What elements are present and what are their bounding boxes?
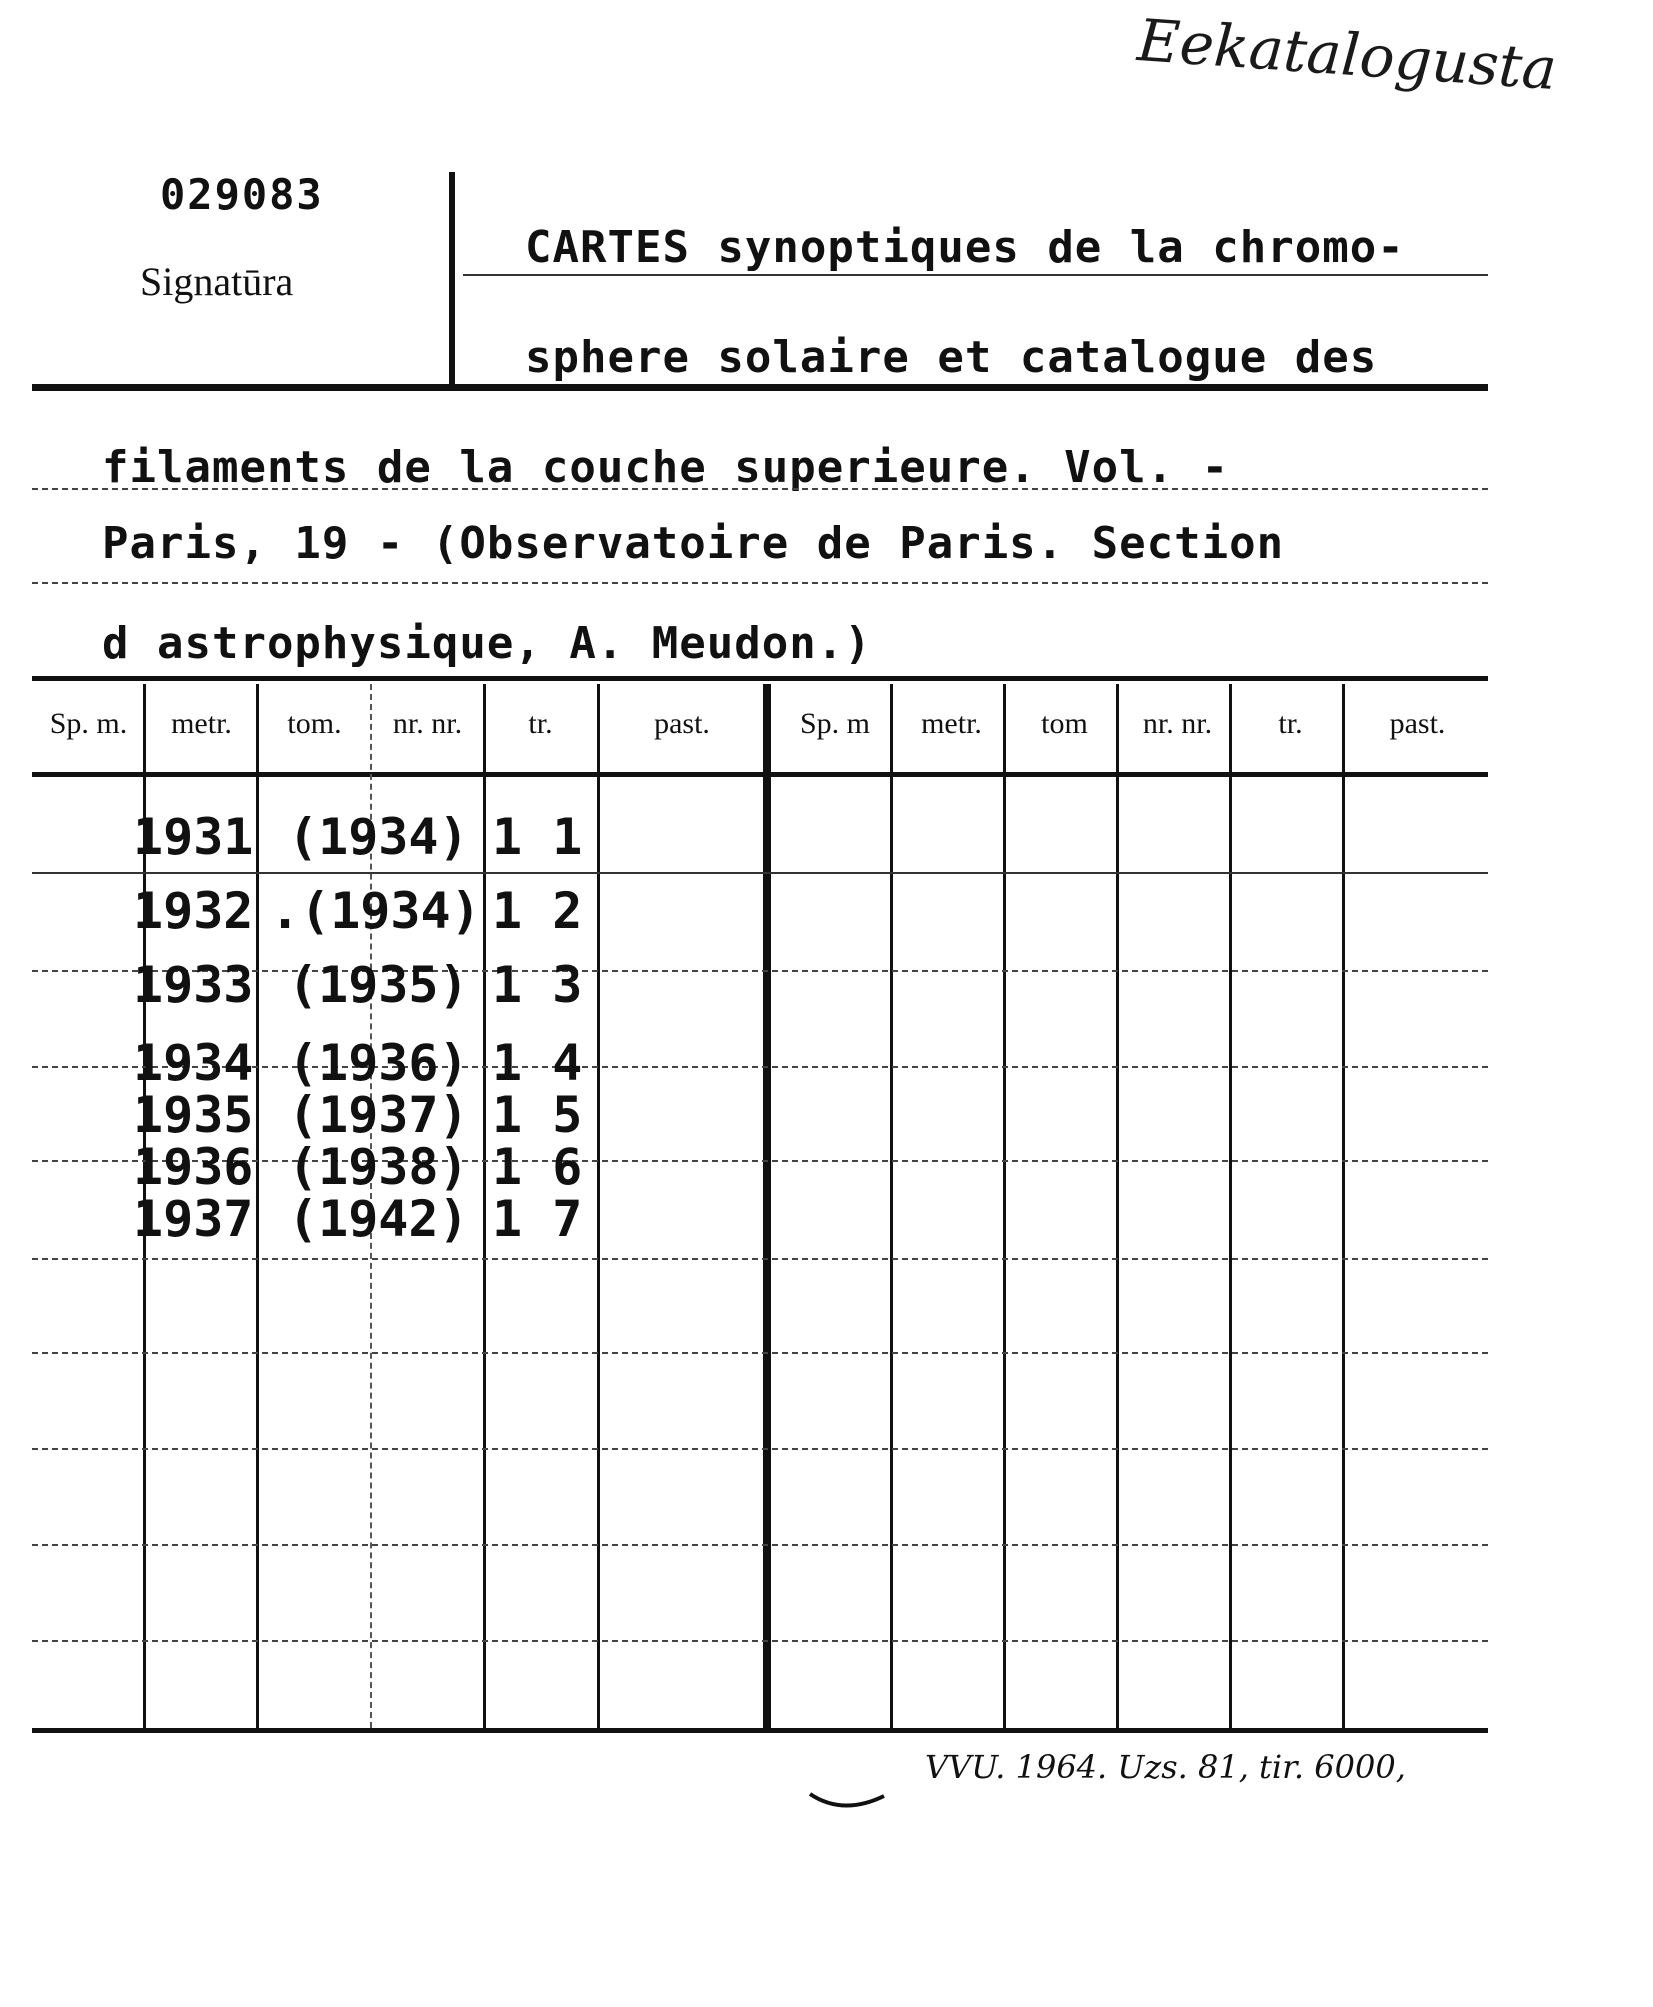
signature-label: Signatūra: [140, 259, 294, 304]
cell-metr: 1934: [133, 1034, 254, 1092]
col-header-tom-left: tom.: [287, 707, 342, 740]
row-line: [32, 1640, 1488, 1642]
col-header-tr-left: tr.: [528, 707, 553, 740]
row-line: [32, 1258, 1488, 1260]
cell-nr: 1 1: [492, 808, 583, 866]
column-line: [890, 684, 893, 1728]
cell-nr: 1 4: [492, 1034, 583, 1092]
title-line-2: sphere solaire et catalogue des: [525, 332, 1378, 383]
table-top-rule: [32, 676, 1488, 681]
title-rule: [32, 488, 1488, 490]
col-header-past-left: past.: [654, 707, 710, 740]
col-header-spm-right: Sp. m: [799, 707, 871, 740]
col-header-metr-right: metr.: [921, 707, 982, 740]
column-line: [1342, 684, 1345, 1728]
title-rule: [32, 582, 1488, 584]
column-line: [1116, 684, 1119, 1728]
row-line: [32, 1352, 1488, 1354]
cell-metr: 1931: [133, 808, 254, 866]
col-header-tr-right: tr.: [1278, 707, 1303, 740]
row-line: [32, 1448, 1488, 1450]
column-line: [597, 684, 600, 1728]
cell-metr: 1932: [133, 882, 254, 940]
col-header-nrnr-right: nr. nr.: [1142, 707, 1213, 740]
title-line-4: Paris, 19 - (Observatoire de Paris. Section: [102, 518, 1285, 569]
cell-tom: .(1934): [270, 882, 481, 940]
handwritten-note: Eekatalogusta: [1135, 6, 1559, 104]
title-line-1: CARTES synoptiques de la chromo-: [525, 222, 1405, 273]
col-header-nrnr-left: nr. nr.: [392, 707, 463, 740]
cell-tom: (1942): [288, 1190, 469, 1248]
cell-nr: 1 5: [492, 1086, 583, 1144]
column-line: [483, 684, 486, 1728]
cell-nr: 1 2: [492, 882, 583, 940]
title-line-3: filaments de la couche superieure. Vol. -: [102, 442, 1230, 493]
col-header-spm-left: Sp. m.: [49, 707, 128, 740]
table-bottom-rule: [32, 1728, 1488, 1733]
column-line: [1229, 684, 1232, 1728]
cell-tom: (1935): [288, 956, 469, 1014]
row-line: [32, 872, 1488, 874]
column-line: [256, 684, 259, 1728]
title-rule: [463, 274, 1488, 276]
table-header-rule: [32, 772, 1488, 777]
cell-nr: 1 3: [492, 956, 583, 1014]
row-line: [32, 1544, 1488, 1546]
col-header-past-right: past.: [1389, 707, 1446, 740]
cell-metr: 1933: [133, 956, 254, 1014]
cell-metr: 1936: [133, 1138, 254, 1196]
cell-tom: (1938): [288, 1138, 469, 1196]
cell-nr: 1 7: [492, 1190, 583, 1248]
cell-nr: 1 6: [492, 1138, 583, 1196]
center-divider: [763, 684, 771, 1728]
cell-metr: 1937: [133, 1190, 254, 1248]
cell-tom: (1937): [288, 1086, 469, 1144]
header-divider: [449, 172, 455, 384]
cell-metr: 1935: [133, 1086, 254, 1144]
printing-note: VVU. 1964. Uzs. 81, tir. 6000,: [925, 1748, 1406, 1786]
title-line-5: d astrophysique, A. Meudon.): [102, 618, 872, 669]
col-header-tom-right: tom: [1041, 707, 1088, 740]
column-line: [1003, 684, 1006, 1728]
curve-mark: [808, 1786, 888, 1816]
header-rule: [32, 384, 1488, 391]
col-header-metr-left: metr.: [171, 707, 232, 740]
cell-tom: (1934): [288, 808, 469, 866]
cell-tom: (1936): [288, 1034, 469, 1092]
signature-number: 029083: [160, 170, 324, 219]
